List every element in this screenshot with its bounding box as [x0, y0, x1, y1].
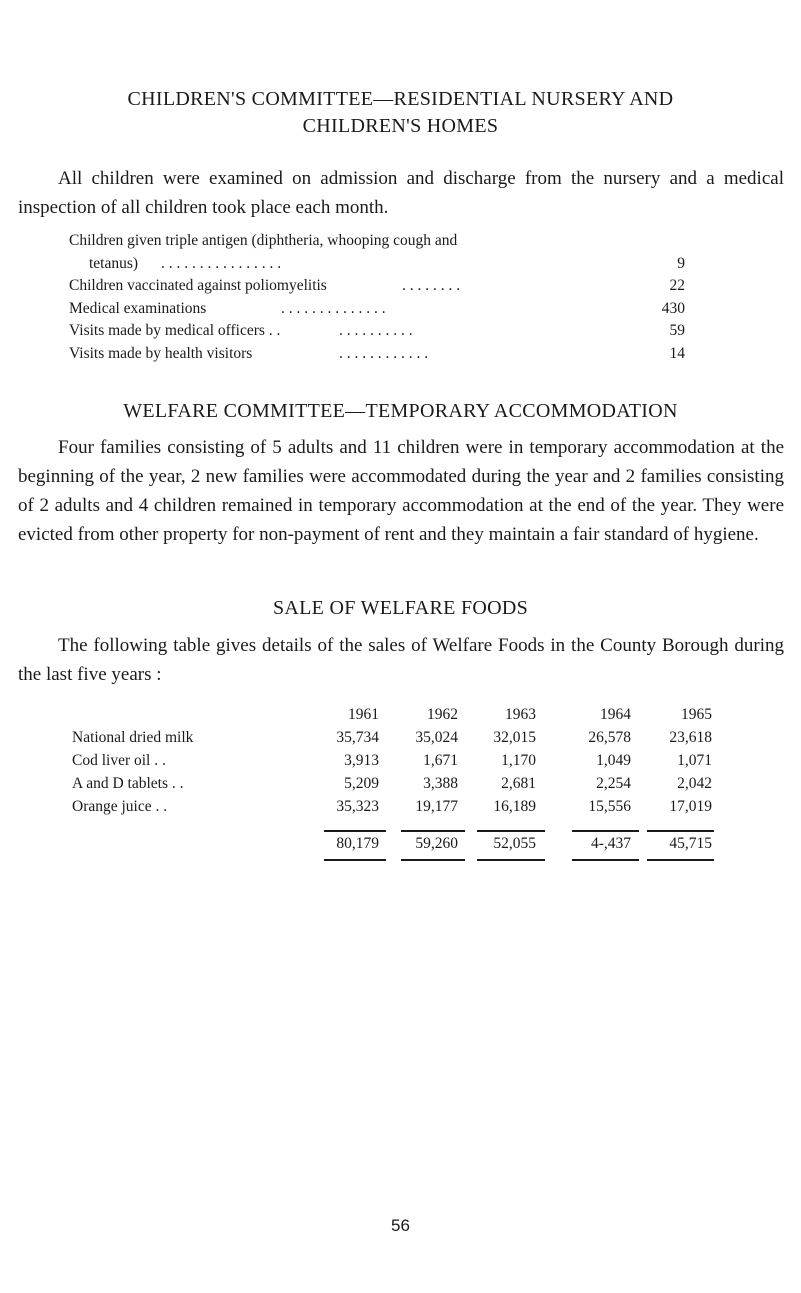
- stat-label: tetanus): [89, 254, 139, 272]
- stat-value: 430: [661, 299, 685, 317]
- rule-line: [572, 859, 639, 861]
- stat-row: [69, 298, 685, 321]
- column-header-year: 1963: [505, 706, 536, 723]
- table-header-row: [72, 703, 722, 726]
- section-title-welfare-committee: WELFARE COMMITTEE—TEMPORARY ACCOMMODATION: [123, 400, 678, 422]
- stat-leader-dots: . . . . . . . . . .: [339, 322, 413, 339]
- table-rule-row: [72, 855, 722, 869]
- medical-stats-list: [69, 230, 685, 365]
- row-label: Cod liver oil . .: [72, 752, 166, 769]
- section-title-welfare-foods: SALE OF WELFARE FOODS: [272, 597, 529, 619]
- stat-row: [69, 230, 685, 253]
- table-cell: 3,388: [423, 775, 458, 792]
- table-cell: 2,681: [501, 775, 536, 792]
- page-number: 56: [391, 1216, 410, 1235]
- stat-label: Medical examinations: [69, 299, 207, 317]
- paragraph-medical-inspection: All children were examined on admission and discharge from the nursery and a medical inspection of all children took place each month.: [18, 168, 784, 218]
- table-rule-row: [72, 818, 722, 832]
- stat-value: 59: [669, 322, 685, 339]
- column-header-year: 1961: [348, 706, 379, 723]
- paragraph-welfare-foods-intro: The following table gives details of the sales of Welfare Foods in the County Borough during the last five years :: [18, 635, 784, 685]
- column-header-year: 1965: [681, 706, 712, 723]
- column-header-year: 1964: [600, 706, 631, 723]
- stat-label: Visits made by medical officers . .: [69, 322, 281, 339]
- stat-row: [69, 343, 685, 366]
- section-title-childrens-committee: CHILDREN'S COMMITTEE—RESIDENTIAL NURSERY AND: [127, 88, 674, 110]
- column-header-year: 1962: [427, 706, 458, 723]
- stat-row: [69, 275, 685, 298]
- table-cell: 2,042: [677, 775, 712, 792]
- table-row: [72, 795, 722, 818]
- section-title-childrens-homes: CHILDREN'S HOMES: [302, 115, 499, 137]
- row-label: National dried milk: [72, 729, 194, 746]
- table-row: [72, 726, 722, 749]
- table-totals-row: [72, 832, 722, 855]
- rule-line: [401, 859, 465, 861]
- rule-line: [647, 859, 714, 861]
- table-row: [72, 772, 722, 795]
- table-row: [72, 749, 722, 772]
- row-label: A and D tablets . .: [72, 775, 184, 792]
- table-cell: 5,209: [344, 775, 379, 792]
- rule-line: [324, 859, 386, 861]
- stat-row: [69, 253, 685, 276]
- stat-value: 9: [677, 254, 685, 272]
- table-cell: 3,913: [344, 752, 379, 769]
- total-cell: 80,179: [336, 835, 379, 852]
- stat-leader-dots: . . . . . . . . . . . . . .: [281, 299, 386, 317]
- welfare-foods-table: [72, 703, 722, 869]
- rule-line: [477, 859, 545, 861]
- total-cell: 45,715: [669, 835, 712, 852]
- table-cell: 1,049: [596, 752, 631, 769]
- table-cell: 19,177: [415, 798, 458, 815]
- stat-label: Children vaccinated against poliomyelitis: [69, 277, 327, 294]
- table-cell: 23,618: [669, 729, 712, 746]
- total-cell: 59,260: [415, 835, 458, 852]
- total-cell: 52,055: [493, 835, 536, 852]
- table-cell: 17,019: [669, 798, 712, 815]
- row-label: Orange juice . .: [72, 798, 168, 815]
- table-cell: 1,671: [423, 752, 458, 769]
- table-cell: 16,189: [493, 798, 536, 815]
- stat-value: 14: [669, 344, 685, 362]
- table-cell: 15,556: [588, 798, 631, 815]
- table-cell: 35,734: [336, 729, 379, 746]
- stat-leader-dots: . . . . . . . . . . . .: [339, 344, 429, 362]
- table-cell: 1,071: [677, 752, 712, 769]
- stat-leader-dots: . . . . . . . .: [402, 277, 461, 294]
- stat-value: 22: [669, 277, 685, 294]
- paragraph-temporary-accommodation: Four families consisting of 5 adults and 11 children were in temporary accommodation at the beginning of the year, 2 new families were accommodated during the year and 2 families consisting of 2 adults and 4 children remained in temporary accommodation at the end of the year. They were evicted from other property for non-payment of rent and they maintain a fair standard of hygiene.: [18, 437, 784, 545]
- stat-row: [69, 320, 685, 343]
- table-cell: 26,578: [588, 729, 631, 746]
- stat-label: Children given triple antigen (diphtheria, whooping cough and: [69, 232, 458, 249]
- table-cell: 1,170: [501, 752, 536, 769]
- total-cell: 4-,437: [590, 835, 631, 852]
- table-cell: 35,323: [336, 798, 379, 815]
- stat-leader-dots: . . . . . . . . . . . . . . . .: [161, 254, 282, 272]
- table-cell: 2,254: [596, 775, 631, 792]
- stat-label: Visits made by health visitors: [69, 344, 253, 362]
- table-cell: 35,024: [415, 729, 458, 746]
- table-cell: 32,015: [493, 729, 536, 746]
